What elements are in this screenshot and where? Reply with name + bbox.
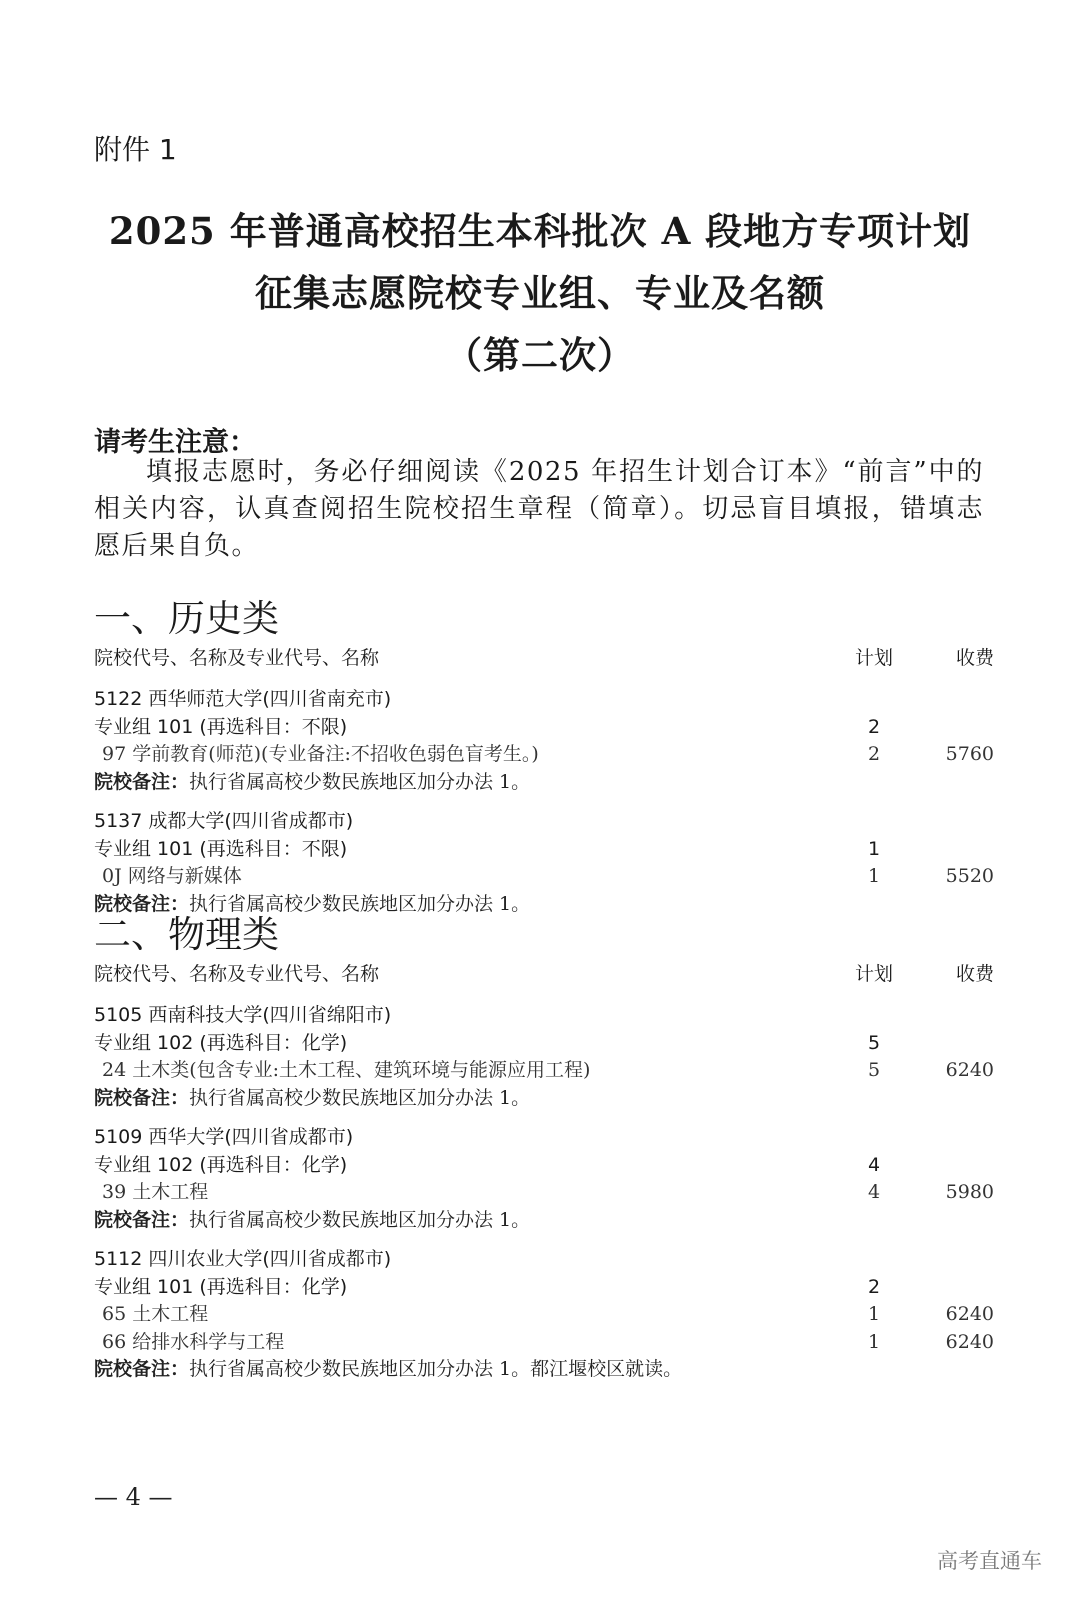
remark-text: 执行省属高校少数民族地区加分办法 1。 <box>189 1086 531 1109</box>
column-header <box>94 960 994 988</box>
school-header: 5137 成都大学(四川省成都市) <box>94 810 354 832</box>
major-row <box>94 741 994 769</box>
school-entry <box>94 686 994 796</box>
title-line-1: 2025 年普通高校招生本科批次 A 段地方专项计划 <box>108 209 972 253</box>
school-entry <box>94 1124 994 1234</box>
school-entry <box>94 1002 994 1112</box>
remark-text: 执行省属高校少数民族地区加分办法 1。 <box>189 770 531 793</box>
section-physics <box>94 912 994 1384</box>
school-remark <box>94 1207 994 1235</box>
group-plan: 2 <box>867 1275 881 1298</box>
watermark: 高考直通车 <box>937 1549 1042 1573</box>
column-plan-header: 计划 <box>854 647 893 669</box>
school-header: 5122 西华师范大学(四川省南充市) <box>94 688 392 710</box>
major-row <box>94 1179 994 1207</box>
major-fee: 6240 <box>945 1330 994 1353</box>
title-line-3: （第二次） <box>445 333 635 377</box>
remark-text: 执行省属高校少数民族地区加分办法 1。都江堰校区就读。 <box>189 1358 683 1380</box>
major-plan: 1 <box>867 865 881 887</box>
major-plan: 1 <box>867 1330 881 1353</box>
column-name-header: 院校代号、名称及专业代号、名称 <box>94 963 380 985</box>
notice-body: 填报志愿时，务必仔细阅读《2025 年招生计划合订本》“前言”中的相关内容，认真查阅招生院校招生章程（简章）。切忌盲目填报，错填志愿后果自负。 <box>94 457 984 561</box>
major-fee: 5760 <box>945 743 994 765</box>
column-fee-header: 收费 <box>955 963 994 985</box>
remark-label: 院校备注： <box>94 770 190 793</box>
notice-heading: 请考生注意： <box>94 427 256 458</box>
major-name: 65 土木工程 <box>102 1303 209 1325</box>
school-remark <box>94 1085 994 1113</box>
major-name: 97 学前教育(师范)(专业备注:不招收色弱色盲考生。) <box>102 743 539 765</box>
school-remark <box>94 769 994 797</box>
remark-text: 执行省属高校少数民族地区加分办法 1。 <box>189 892 531 915</box>
column-header <box>94 644 994 672</box>
major-plan: 2 <box>867 743 881 765</box>
group-label: 专业组 102 (再选科目：化学) <box>94 1031 348 1054</box>
group-label: 专业组 101 (再选科目：不限) <box>94 837 348 860</box>
remark-label: 院校备注： <box>94 1086 190 1109</box>
group-label: 专业组 101 (再选科目：不限) <box>94 715 348 738</box>
section-history <box>94 596 994 918</box>
group-plan: 1 <box>867 837 881 860</box>
school-entry <box>94 808 994 918</box>
remark-label: 院校备注： <box>94 1358 190 1380</box>
attachment-label: 附件 1 <box>94 133 177 166</box>
title-line-2: 征集志愿院校专业组、专业及名额 <box>255 271 825 315</box>
major-fee: 6240 <box>945 1059 994 1081</box>
major-fee: 5520 <box>945 865 994 887</box>
major-row <box>94 863 994 891</box>
major-fee: 5980 <box>945 1181 994 1203</box>
major-fee: 6240 <box>945 1303 994 1325</box>
section-title: 一、历史类 <box>94 597 279 640</box>
section-title: 二、物理类 <box>94 913 279 956</box>
remark-label: 院校备注： <box>94 1208 190 1231</box>
column-fee-header: 收费 <box>955 647 994 669</box>
school-header: 5105 西南科技大学(四川省绵阳市) <box>94 1004 392 1026</box>
major-row <box>94 1057 994 1085</box>
school-header: 5109 西华大学(四川省成都市) <box>94 1126 354 1148</box>
page-number: — 4 — <box>94 1483 173 1511</box>
major-plan: 4 <box>867 1181 881 1203</box>
group-plan: 4 <box>867 1153 881 1176</box>
column-plan-header: 计划 <box>854 963 893 985</box>
school-remark <box>94 1356 994 1384</box>
school-entry <box>94 1246 994 1384</box>
major-plan: 1 <box>867 1303 881 1325</box>
remark-text: 执行省属高校少数民族地区加分办法 1。 <box>189 1208 531 1231</box>
group-label: 专业组 102 (再选科目：化学) <box>94 1153 348 1176</box>
major-name: 24 土木类(包含专业:土木工程、建筑环境与能源应用工程) <box>102 1059 591 1081</box>
major-row <box>94 1301 994 1329</box>
major-plan: 5 <box>867 1059 881 1081</box>
document-title <box>0 200 1080 386</box>
major-name: 39 土木工程 <box>102 1181 209 1203</box>
remark-label: 院校备注： <box>94 892 190 915</box>
column-name-header: 院校代号、名称及专业代号、名称 <box>94 647 380 669</box>
group-label: 专业组 101 (再选科目：化学) <box>94 1275 348 1298</box>
school-header: 5112 四川农业大学(四川省成都市) <box>94 1248 392 1270</box>
major-name: 0J 网络与新媒体 <box>102 865 242 887</box>
major-name: 66 给排水科学与工程 <box>102 1330 285 1353</box>
major-row <box>94 1329 994 1357</box>
group-plan: 2 <box>867 715 881 738</box>
group-plan: 5 <box>867 1031 881 1054</box>
